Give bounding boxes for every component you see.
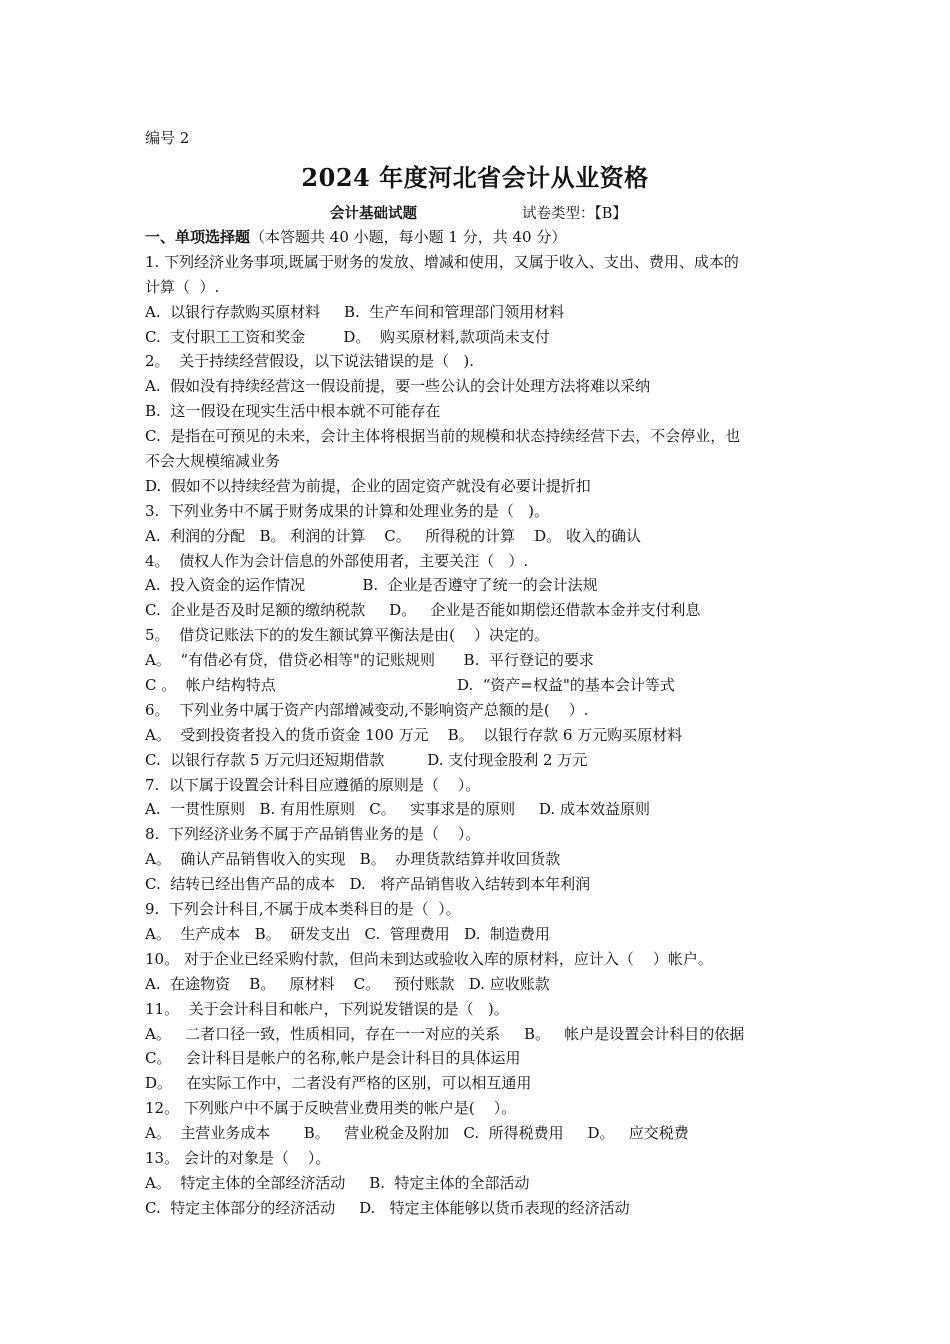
question-line: A。 主营业务成本 B。 营业税金及附加 C. 所得税费用 D。 应交税费: [145, 1124, 689, 1143]
question-line: 8. 下列经济业务不属于产品销售业务的是（ ）。: [145, 825, 481, 844]
exam-subject: 会计基础试题: [330, 205, 417, 222]
question-line: C. 结转已经出售产品的成本 D. 将产品销售收入结转到本年利润: [145, 875, 591, 894]
question-body: [145, 225, 810, 1221]
question-line: A。 二者口径一致，性质相同，存在一一对应的关系 B。 帐户是设置会计科目的依据: [145, 1024, 745, 1043]
section-label: 一、单项选择题: [145, 228, 251, 246]
question-line: 不会大规模缩减业务: [145, 452, 281, 471]
question-line: A。 特定主体的全部经济活动 B. 特定主体的全部活动: [145, 1173, 530, 1192]
question-line: C。 会计科目是帐户的名称,帐户是会计科目的具体运用: [145, 1049, 521, 1068]
question-line: C. 特定主体部分的经济活动 D. 特定主体能够以货币表现的经济活动: [145, 1198, 630, 1217]
question-line: 10。 对于企业已经采购付款，但尚未到达或验收入库的原材料，应计入（ ）帐户。: [145, 949, 713, 968]
question-line: C. 以银行存款 5 万元归还短期借款 D. 支付现金股利 2 万元: [145, 750, 588, 769]
paper-type: 试卷类型：【B】: [522, 206, 627, 222]
question-line: C 。 帐户结构特点 D. “资产=权益"的基本会计等式: [145, 676, 675, 695]
section-heading: [145, 225, 810, 250]
question-line: C. 企业是否及时足额的缴纳税款 D。 企业是否能如期偿还借款本金并支付利息: [145, 601, 701, 620]
document-serial-number: 编号 2: [145, 129, 190, 147]
question-line: 4。 债权人作为会计信息的外部使用者，主要关注（ ）.: [145, 551, 529, 570]
question-line: A. 以银行存款购买原材料 B. 生产车间和管理部门领用材料: [145, 302, 565, 321]
question-line: A. 投入资金的运作情况 B. 企业是否遵守了统一的会计法规: [145, 576, 598, 595]
question-line: C. 支付职工工资和奖金 D。 购买原材料,款项尚未支付: [145, 327, 550, 346]
question-line: 3. 下列业务中不属于财务成果的计算和处理业务的是（ )。: [145, 501, 550, 520]
question-line: A。 确认产品销售收入的实现 B。 办理货款结算并收回货款: [145, 850, 561, 869]
question-line: 13。 会计的对象是（ ）。: [145, 1148, 331, 1167]
question-line: A。 “有借必有贷，借贷必相等"的记账规则 B. 平行登记的要求: [145, 651, 594, 670]
question-line: 5。 借贷记账法下的的发生额试算平衡法是由( ）决定的。: [145, 626, 550, 645]
question-line: 9. 下列会计科目,不属于成本类科目的是（ ）。: [145, 900, 461, 919]
question-line: A. 利润的分配 B。 利润的计算 C。 所得税的计算 D。 收入的确认: [145, 526, 641, 545]
question-line: B. 这一假设在现实生活中根本就不可能存在: [145, 402, 441, 421]
section-note: （本答题共 40 小题，每小题 1 分，共 40 分）: [250, 228, 567, 246]
question-line: 12。 下列账户中不属于反映营业费用类的帐户是( ）。: [145, 1099, 517, 1118]
question-line: D. 假如不以持续经营为前提，企业的固定资产就没有必要计提折扣: [145, 476, 591, 495]
question-line: 6。 下列业务中属于资产内部增减变动,不影响资产总额的是( ）.: [145, 700, 589, 719]
question-line: D。 在实际工作中，二者没有严格的区别，可以相互通用: [145, 1074, 532, 1093]
question-line: A. 在途物资 B。 原材料 C。 预付账款 D. 应收账款: [145, 974, 550, 993]
question-line: 11。 关于会计科目和帐户，下列说发错误的是（ )。: [145, 999, 509, 1018]
question-lines: [145, 250, 810, 1221]
question-line: A. 假如没有持续经营这一假设前提，要一些公认的会计处理方法将难以采纳: [145, 377, 651, 396]
question-line: A。 生产成本 B。 研发支出 C. 管理费用 D. 制造费用: [145, 924, 550, 943]
question-line: 计算（ ）.: [145, 277, 220, 296]
question-line: A。 受到投资者投入的货币资金 100 万元 B。 以银行存款 6 万元购买原材料: [145, 725, 683, 744]
question-line: 2。 关于持续经营假设，以下说法错误的是（ ).: [145, 352, 475, 371]
page-title: 2024 年度河北省会计从业资格: [301, 163, 649, 192]
question-line: 7. 以下属于设置会计科目应遵循的原则是（ ）。: [145, 775, 481, 794]
question-line: 1. 下列经济业务事项,既属于财务的发放、增减和使用，又属于收入、支出、费用、成本的: [145, 252, 739, 271]
question-line: A. 一贯性原则 B. 有用性原则 C。 实事求是的原则 D. 成本效益原则: [145, 800, 650, 819]
question-line: C. 是指在可预见的未来，会计主体将根据当前的规模和状态持续经营下去，不会停业，也: [145, 427, 741, 446]
